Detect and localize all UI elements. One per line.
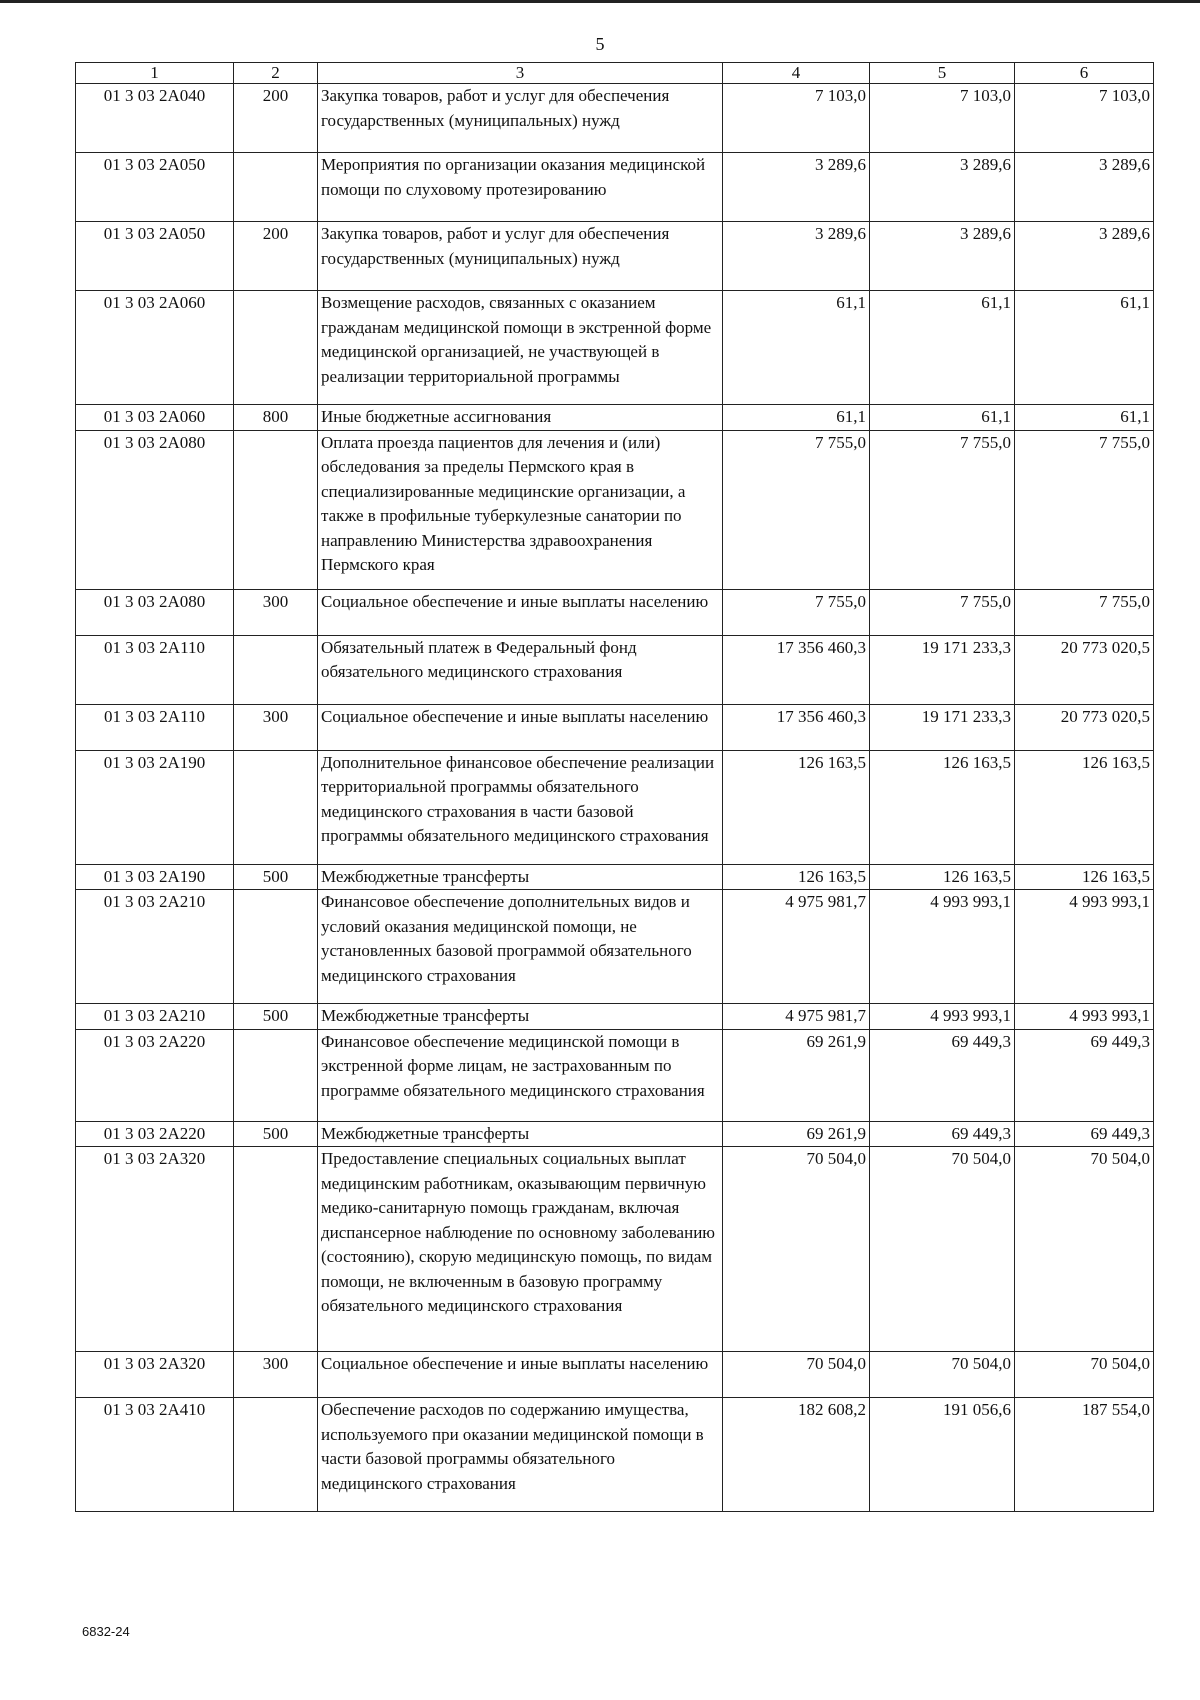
- amount-col4-cell: 4 975 981,7: [723, 890, 870, 1004]
- description-cell: Межбюджетные трансферты: [318, 864, 723, 890]
- amount-col6-cell: 3 289,6: [1015, 153, 1154, 222]
- target-code-cell: 01 3 03 2А050: [76, 222, 234, 291]
- description-cell: Оплата проезда пациентов для лечения и (или) обследования за пределы Пермского края в специализированные медицинские организации, а также в профильные туберкулезные санатории по направлению Министерства здравоохранения Пермского края: [318, 430, 723, 589]
- expense-type-cell: 500: [234, 864, 318, 890]
- amount-col5-cell: 70 504,0: [870, 1147, 1015, 1352]
- amount-col4-cell: 61,1: [723, 405, 870, 431]
- amount-col6-cell: 61,1: [1015, 291, 1154, 405]
- amount-col4-cell: 70 504,0: [723, 1352, 870, 1398]
- amount-col5-cell: 4 993 993,1: [870, 890, 1015, 1004]
- description-cell: Закупка товаров, работ и услуг для обеспечения государственных (муниципальных) нужд: [318, 222, 723, 291]
- target-code-cell: 01 3 03 2А410: [76, 1398, 234, 1512]
- amount-col6-cell: 187 554,0: [1015, 1398, 1154, 1512]
- table-row: [76, 589, 1154, 635]
- description-cell: Социальное обеспечение и иные выплаты населению: [318, 1352, 723, 1398]
- description-cell: Межбюджетные трансферты: [318, 1121, 723, 1147]
- amount-col6-cell: 70 504,0: [1015, 1147, 1154, 1352]
- table-row: [76, 222, 1154, 291]
- column-header: 1: [76, 63, 234, 84]
- amount-col6-cell: 126 163,5: [1015, 864, 1154, 890]
- amount-col6-cell: 20 773 020,5: [1015, 635, 1154, 704]
- amount-col5-cell: 126 163,5: [870, 864, 1015, 890]
- target-code-cell: 01 3 03 2А190: [76, 864, 234, 890]
- table-row: [76, 890, 1154, 1004]
- target-code-cell: 01 3 03 2А320: [76, 1352, 234, 1398]
- expense-type-cell: [234, 1029, 318, 1121]
- table-row: [76, 430, 1154, 589]
- amount-col6-cell: 4 993 993,1: [1015, 890, 1154, 1004]
- amount-col5-cell: 61,1: [870, 291, 1015, 405]
- amount-col4-cell: 7 755,0: [723, 430, 870, 589]
- expense-type-cell: [234, 291, 318, 405]
- description-cell: Финансовое обеспечение дополнительных видов и условий оказания медицинской помощи, не установленных базовой программой обязательного медицинского страхования: [318, 890, 723, 1004]
- expense-type-cell: [234, 890, 318, 1004]
- description-cell: Возмещение расходов, связанных с оказанием гражданам медицинской помощи в экстренной форме медицинской организацией, не участвующей в реализации территориальной программы: [318, 291, 723, 405]
- amount-col5-cell: 61,1: [870, 405, 1015, 431]
- expense-type-cell: 500: [234, 1121, 318, 1147]
- target-code-cell: 01 3 03 2А040: [76, 84, 234, 153]
- amount-col6-cell: 4 993 993,1: [1015, 1004, 1154, 1030]
- table-row: [76, 1029, 1154, 1121]
- description-cell: Закупка товаров, работ и услуг для обеспечения государственных (муниципальных) нужд: [318, 84, 723, 153]
- document-footer-code: 6832-24: [82, 1624, 130, 1639]
- amount-col4-cell: 3 289,6: [723, 153, 870, 222]
- column-header: 6: [1015, 63, 1154, 84]
- expense-type-cell: [234, 153, 318, 222]
- amount-col4-cell: 69 261,9: [723, 1121, 870, 1147]
- target-code-cell: 01 3 03 2А210: [76, 890, 234, 1004]
- description-cell: Социальное обеспечение и иные выплаты населению: [318, 704, 723, 750]
- expense-type-cell: [234, 1147, 318, 1352]
- target-code-cell: 01 3 03 2А210: [76, 1004, 234, 1030]
- table-row: [76, 635, 1154, 704]
- amount-col4-cell: 70 504,0: [723, 1147, 870, 1352]
- expense-type-cell: 200: [234, 222, 318, 291]
- expense-type-cell: [234, 1398, 318, 1512]
- target-code-cell: 01 3 03 2А050: [76, 153, 234, 222]
- amount-col4-cell: 182 608,2: [723, 1398, 870, 1512]
- amount-col4-cell: 69 261,9: [723, 1029, 870, 1121]
- column-header: 5: [870, 63, 1015, 84]
- table-row: [76, 1004, 1154, 1030]
- amount-col6-cell: 3 289,6: [1015, 222, 1154, 291]
- expense-type-cell: 200: [234, 84, 318, 153]
- target-code-cell: 01 3 03 2А110: [76, 635, 234, 704]
- amount-col5-cell: 191 056,6: [870, 1398, 1015, 1512]
- amount-col4-cell: 126 163,5: [723, 864, 870, 890]
- description-cell: Межбюджетные трансферты: [318, 1004, 723, 1030]
- table-row: [76, 1121, 1154, 1147]
- description-cell: Дополнительное финансовое обеспечение реализации территориальной программы обязательного медицинского страхования в части базовой программы обязательного медицинского страхования: [318, 750, 723, 864]
- expense-type-cell: 300: [234, 704, 318, 750]
- target-code-cell: 01 3 03 2А080: [76, 589, 234, 635]
- table-row: [76, 84, 1154, 153]
- amount-col5-cell: 19 171 233,3: [870, 635, 1015, 704]
- description-cell: Социальное обеспечение и иные выплаты населению: [318, 589, 723, 635]
- expense-type-cell: 300: [234, 589, 318, 635]
- expense-type-cell: [234, 750, 318, 864]
- target-code-cell: 01 3 03 2А190: [76, 750, 234, 864]
- amount-col4-cell: 7 755,0: [723, 589, 870, 635]
- table-row: [76, 704, 1154, 750]
- target-code-cell: 01 3 03 2А060: [76, 405, 234, 431]
- target-code-cell: 01 3 03 2А220: [76, 1029, 234, 1121]
- amount-col4-cell: 4 975 981,7: [723, 1004, 870, 1030]
- amount-col5-cell: 3 289,6: [870, 153, 1015, 222]
- budget-table: [75, 62, 1154, 1512]
- amount-col6-cell: 61,1: [1015, 405, 1154, 431]
- top-border-line: [0, 0, 1200, 3]
- table-row: [76, 750, 1154, 864]
- amount-col4-cell: 3 289,6: [723, 222, 870, 291]
- amount-col6-cell: 70 504,0: [1015, 1352, 1154, 1398]
- description-cell: Мероприятия по организации оказания медицинской помощи по слуховому протезированию: [318, 153, 723, 222]
- amount-col5-cell: 4 993 993,1: [870, 1004, 1015, 1030]
- column-header: 3: [318, 63, 723, 84]
- expense-type-cell: [234, 430, 318, 589]
- expense-type-cell: 300: [234, 1352, 318, 1398]
- table-body: [76, 84, 1154, 1512]
- expense-type-cell: 800: [234, 405, 318, 431]
- description-cell: Финансовое обеспечение медицинской помощи в экстренной форме лицам, не застрахованным по программе обязательного медицинского страхования: [318, 1029, 723, 1121]
- description-cell: Обеспечение расходов по содержанию имущества, используемого при оказании медицинской помощи в части базовой программы обязательного медицинского страхования: [318, 1398, 723, 1512]
- description-cell: Предоставление специальных социальных выплат медицинским работникам, оказывающим первичную медико-санитарную помощь гражданам, включая диспансерное наблюдение по основному заболеванию (состоянию), скорую медицинскую помощь, по видам помощи, не включенным в базовую программу обязательного медицинского страхования: [318, 1147, 723, 1352]
- amount-col4-cell: 61,1: [723, 291, 870, 405]
- amount-col5-cell: 3 289,6: [870, 222, 1015, 291]
- amount-col5-cell: 7 755,0: [870, 430, 1015, 589]
- table-header-row: [76, 63, 1154, 84]
- amount-col6-cell: 20 773 020,5: [1015, 704, 1154, 750]
- amount-col4-cell: 7 103,0: [723, 84, 870, 153]
- description-cell: Иные бюджетные ассигнования: [318, 405, 723, 431]
- amount-col6-cell: 7 103,0: [1015, 84, 1154, 153]
- target-code-cell: 01 3 03 2А220: [76, 1121, 234, 1147]
- table-row: [76, 405, 1154, 431]
- table-row: [76, 1398, 1154, 1512]
- target-code-cell: 01 3 03 2А060: [76, 291, 234, 405]
- amount-col5-cell: 7 755,0: [870, 589, 1015, 635]
- target-code-cell: 01 3 03 2А110: [76, 704, 234, 750]
- column-header: 4: [723, 63, 870, 84]
- amount-col6-cell: 69 449,3: [1015, 1029, 1154, 1121]
- table-row: [76, 1147, 1154, 1352]
- amount-col4-cell: 126 163,5: [723, 750, 870, 864]
- amount-col4-cell: 17 356 460,3: [723, 635, 870, 704]
- amount-col5-cell: 126 163,5: [870, 750, 1015, 864]
- amount-col5-cell: 7 103,0: [870, 84, 1015, 153]
- amount-col5-cell: 69 449,3: [870, 1029, 1015, 1121]
- column-header: 2: [234, 63, 318, 84]
- amount-col6-cell: 7 755,0: [1015, 430, 1154, 589]
- page-number: 5: [595, 34, 605, 54]
- amount-col6-cell: 69 449,3: [1015, 1121, 1154, 1147]
- description-cell: Обязательный платеж в Федеральный фонд обязательного медицинского страхования: [318, 635, 723, 704]
- table-row: [76, 291, 1154, 405]
- table-row: [76, 153, 1154, 222]
- amount-col4-cell: 17 356 460,3: [723, 704, 870, 750]
- amount-col6-cell: 7 755,0: [1015, 589, 1154, 635]
- table-row: [76, 864, 1154, 890]
- expense-type-cell: 500: [234, 1004, 318, 1030]
- amount-col6-cell: 126 163,5: [1015, 750, 1154, 864]
- amount-col5-cell: 19 171 233,3: [870, 704, 1015, 750]
- table-row: [76, 1352, 1154, 1398]
- target-code-cell: 01 3 03 2А320: [76, 1147, 234, 1352]
- amount-col5-cell: 69 449,3: [870, 1121, 1015, 1147]
- target-code-cell: 01 3 03 2А080: [76, 430, 234, 589]
- amount-col5-cell: 70 504,0: [870, 1352, 1015, 1398]
- expense-type-cell: [234, 635, 318, 704]
